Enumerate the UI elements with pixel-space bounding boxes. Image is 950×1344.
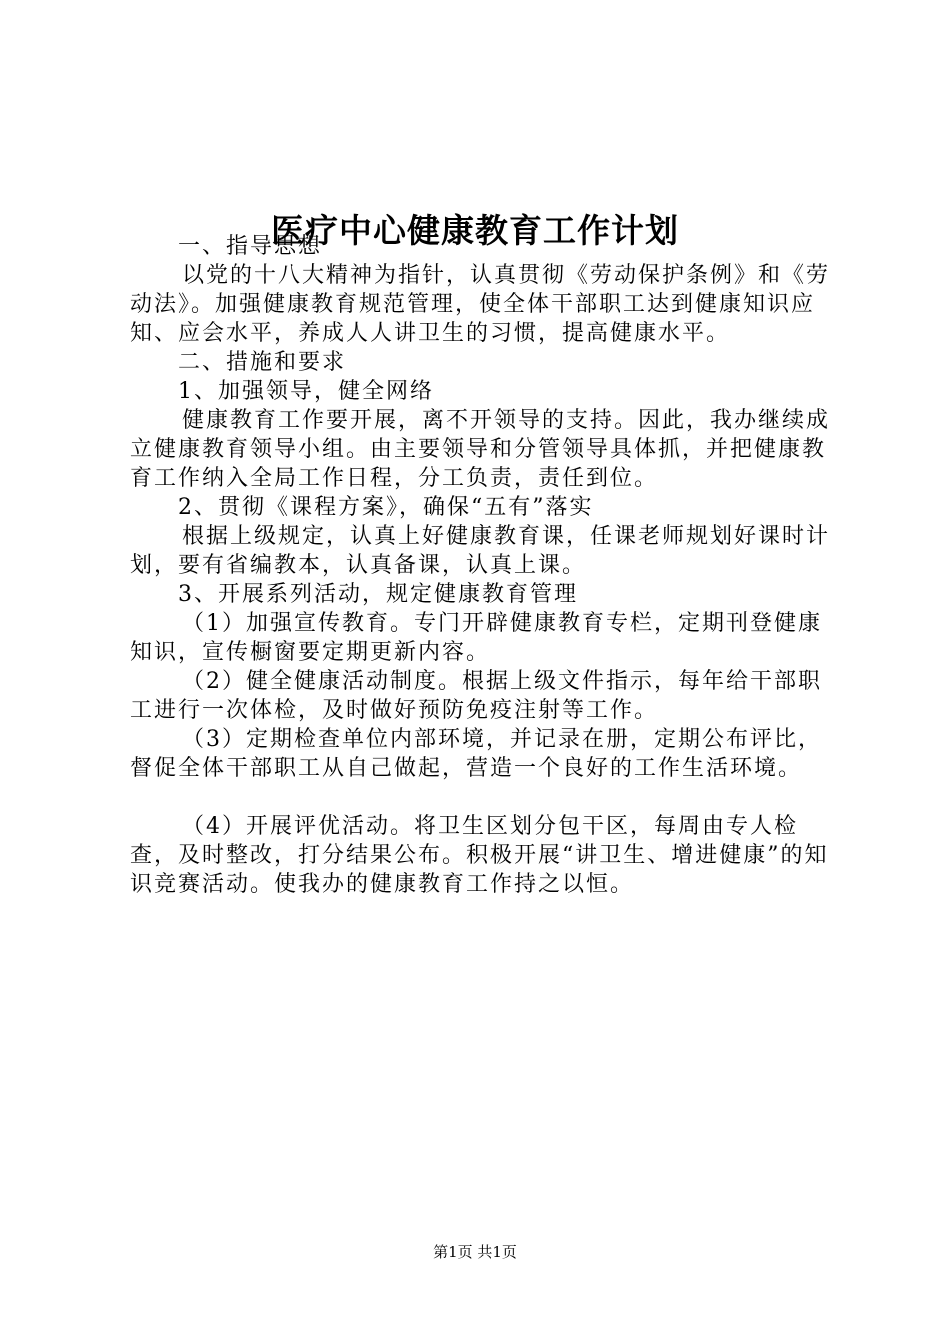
page-title: 医疗中心健康教育工作计划: [271, 211, 679, 251]
item-heading-leadership: 1、加强领导，健全网络: [178, 379, 434, 404]
paragraph-publicity: （1）加强宣传教育。专门开辟健康教育专栏，定期刊登健康知识，宣传橱窗要定期更新内容。: [130, 611, 822, 665]
paragraph-curriculum: 根据上级规定，认真上好健康教育课，任课老师规划好课时计划，要有省编教本，认真备课，认真上课。: [130, 524, 831, 578]
document-body: [130, 232, 830, 899]
paragraph-evaluation: （4）开展评优活动。将卫生区划分包干区，每周由专人检查，及时整改，打分结果公布。积极开展“讲卫生、增进健康”的知识竞赛活动。使我办的健康教育工作持之以恒。: [130, 814, 829, 897]
paragraph-guiding-ideology: 以党的十八大精神为指针，认真贯彻《劳动保护条例》和《劳动法》。加强健康教育规范管理，使全体干部职工达到健康知识应知、应会水平，养成人人讲卫生的习惯，提高健康水平。: [130, 263, 831, 346]
paragraph-health-system: （2）健全健康活动制度。根据上级文件指示，每年给干部职工进行一次体检，及时做好预防免疫注射等工作。: [130, 669, 822, 723]
paragraph-gap: [130, 783, 830, 812]
item-heading-activities: 3、开展系列活动，规定健康教育管理: [178, 582, 578, 607]
paragraph-leadership: 健康教育工作要开展，离不开领导的支持。因此，我办继续成立健康教育领导小组。由主要领导和分管领导具体抓，并把健康教育工作纳入全局工作日程，分工负责，责任到位。: [130, 408, 831, 491]
page-number-footer: 第1页 共1页: [433, 1243, 517, 1261]
section-heading-guiding-ideology: 一、指导思想: [178, 234, 323, 259]
paragraph-environment: （3）定期检查单位内部环境，并记录在册，定期公布评比，督促全体干部职工从自己做起，营造一个良好的工作生活环境。: [130, 727, 822, 781]
section-heading-measures: 二、措施和要求: [178, 350, 347, 375]
item-heading-curriculum: 2、贯彻《课程方案》，确保“五有”落实: [178, 495, 594, 520]
